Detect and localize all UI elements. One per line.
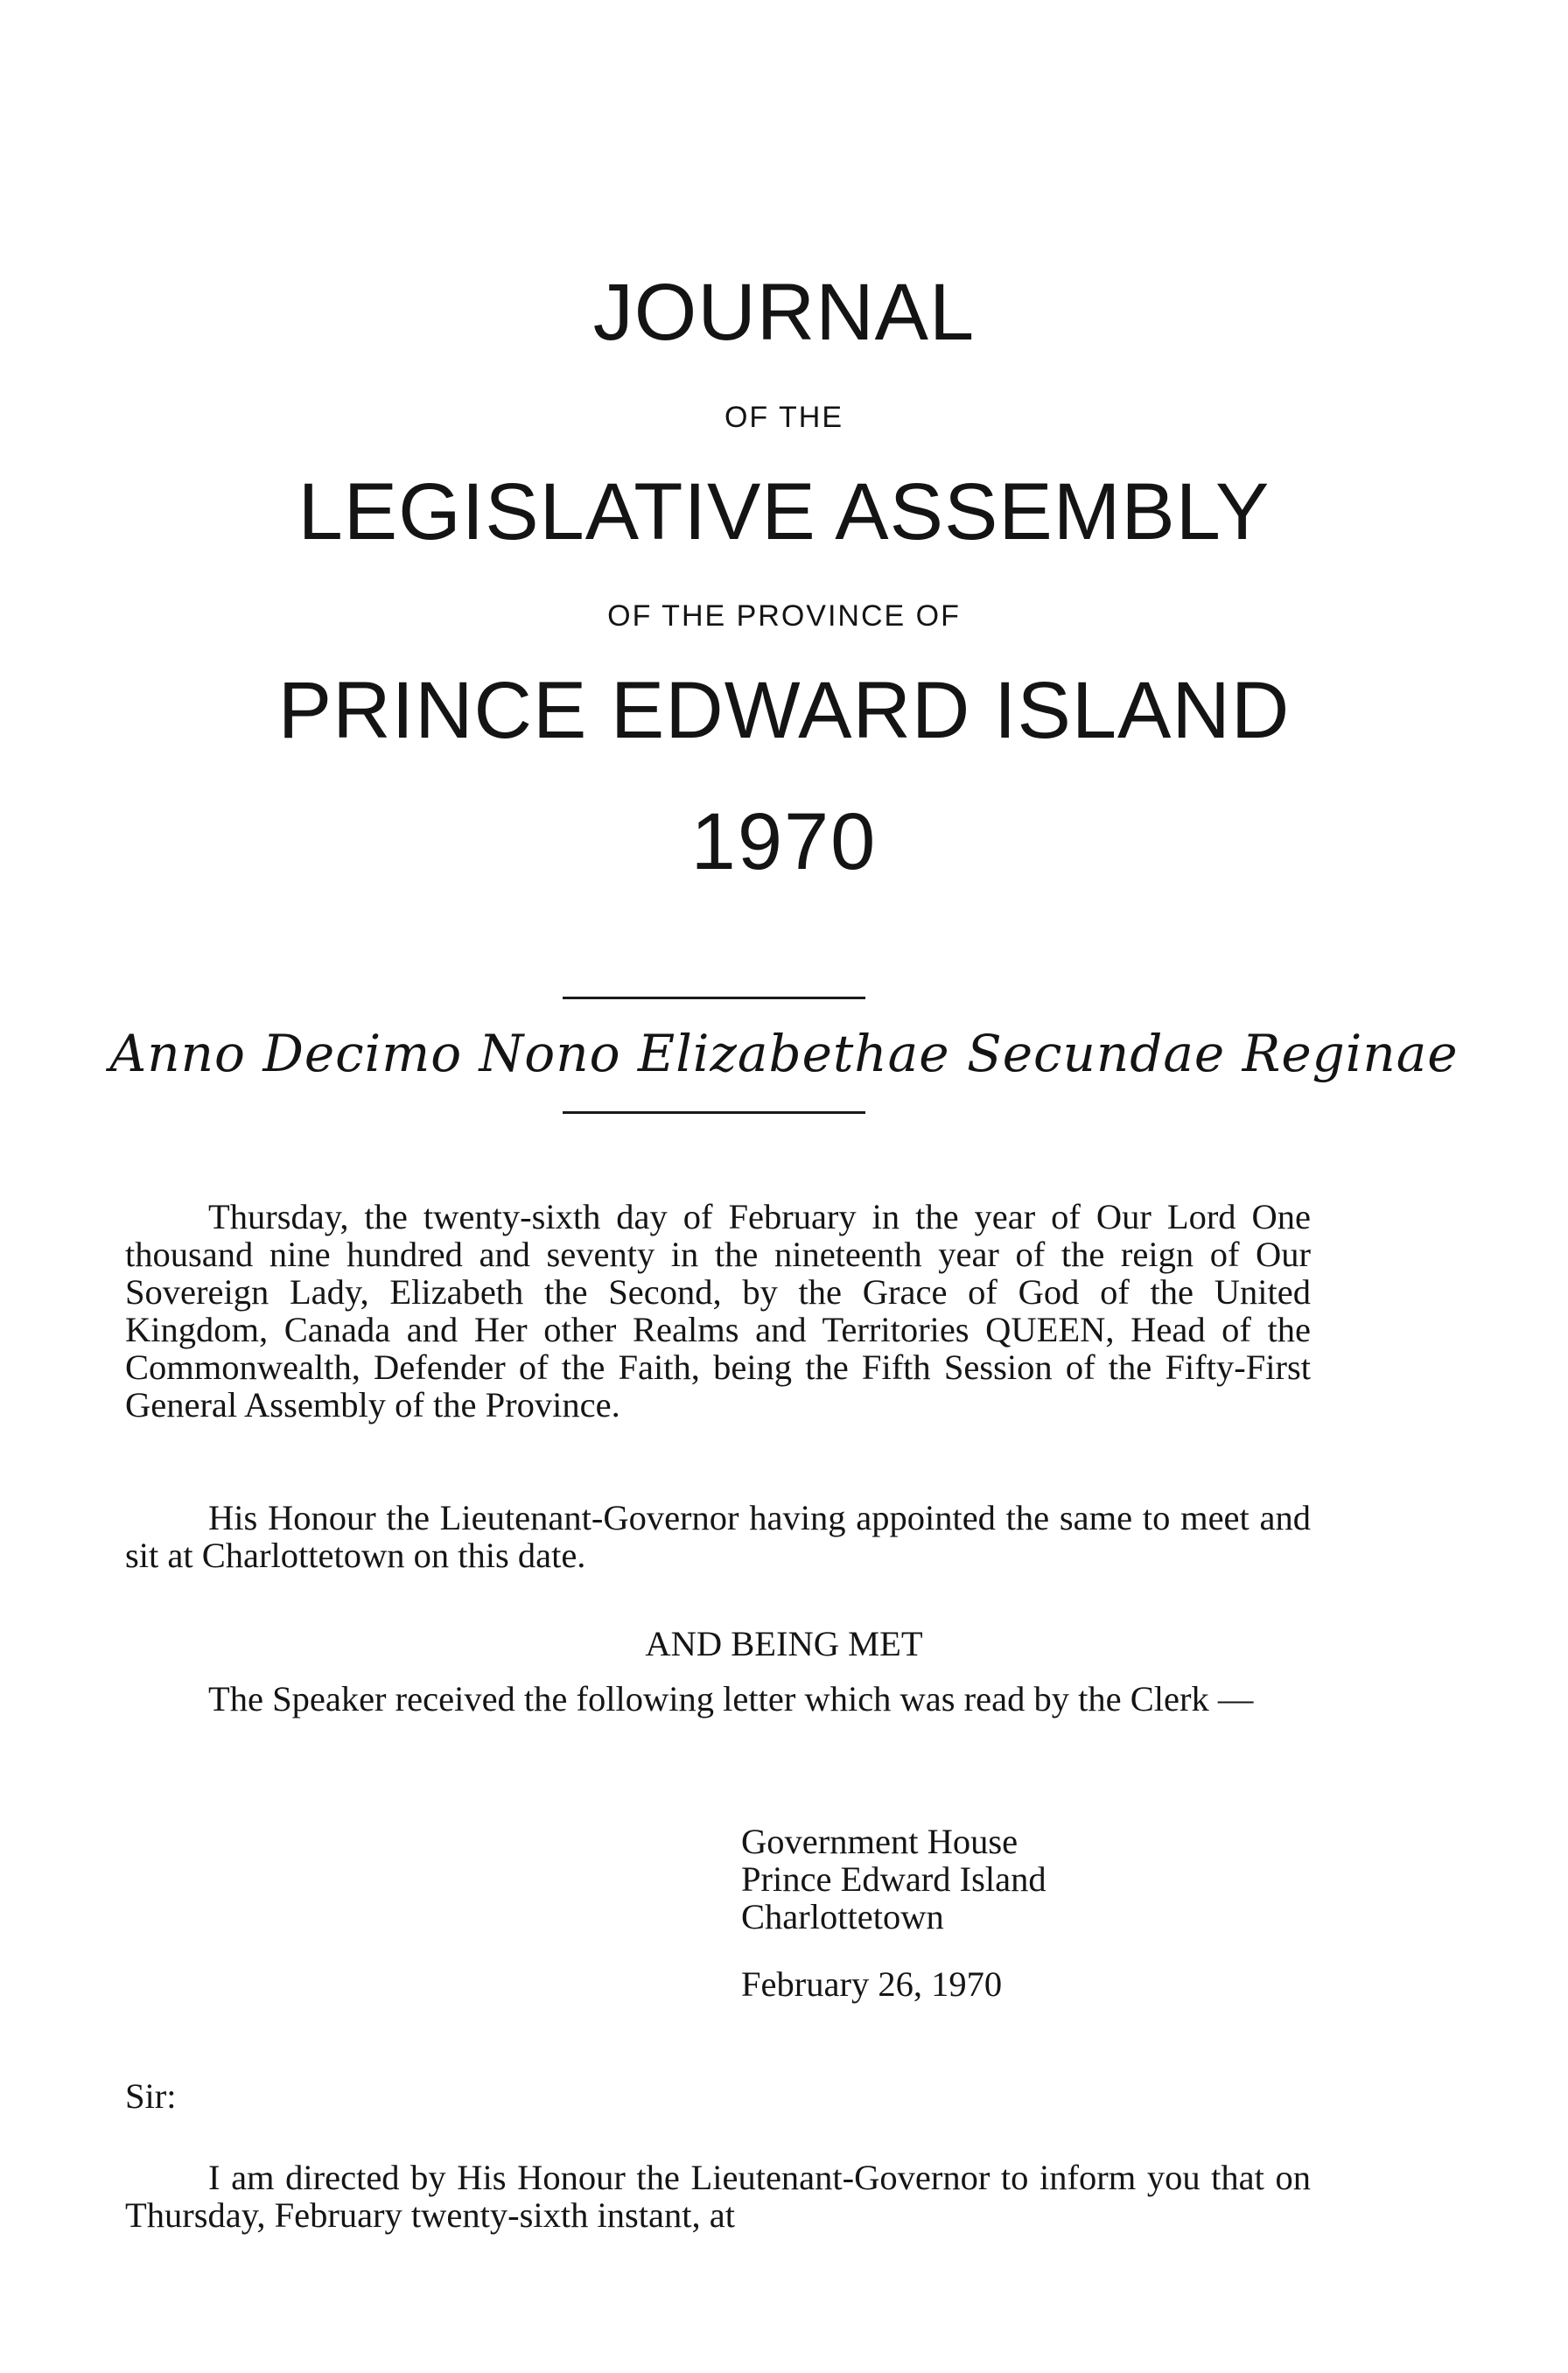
latin-regnal-heading: Anno Decimo Nono Elizabethae Secundae Reginae (109, 1024, 1459, 1083)
appointment-paragraph: His Honour the Lieutenant-Governor having appointed the same to meet and sit at Charlottetown on this date. (125, 1498, 1311, 1575)
letter-body-paragraph: I am directed by His Honour the Lieutenant-Governor to inform you that on Thursday, February twenty-sixth instant, at (125, 2158, 1311, 2235)
address-line: Government House (741, 1822, 1018, 1861)
title-year: 1970 (690, 797, 878, 886)
address-line: Prince Edward Island (741, 1859, 1046, 1899)
address-line: Charlottetown (741, 1897, 944, 1936)
title-of-the-province-of: OF THE PROVINCE OF (607, 599, 961, 633)
letter-address-block (741, 1823, 1046, 1936)
title-legislative-assembly: LEGISLATIVE ASSEMBLY (298, 467, 1270, 556)
title-journal: JOURNAL (592, 268, 976, 357)
letter-date: February 26, 1970 (741, 1964, 1003, 2004)
letter-intro-paragraph: The Speaker received the following letter which was read by the Clerk — (208, 1679, 1254, 1718)
and-being-met-heading: AND BEING MET (645, 1624, 923, 1663)
letter-salutation: Sir: (125, 2076, 177, 2116)
title-of-the: OF THE (724, 401, 844, 434)
divider-rule-top (563, 997, 865, 999)
opening-paragraph: Thursday, the twenty-sixth day of February in the year of Our Lord One thousand nine hundred and seventy in the nineteenth year of the reign of Our Sovereign Lady, Elizabeth the Second, by the Grace of God of the United Kingdom, Canada and Her other Realms and Territories QUEEN, Head of the Commonwealth, Defender of the Faith, being the Fifth Session of the Fifty-First General Assembly of the Province. (125, 1197, 1311, 1424)
title-prince-edward-island: PRINCE EDWARD ISLAND (277, 666, 1291, 755)
divider-rule-bottom (563, 1111, 865, 1114)
